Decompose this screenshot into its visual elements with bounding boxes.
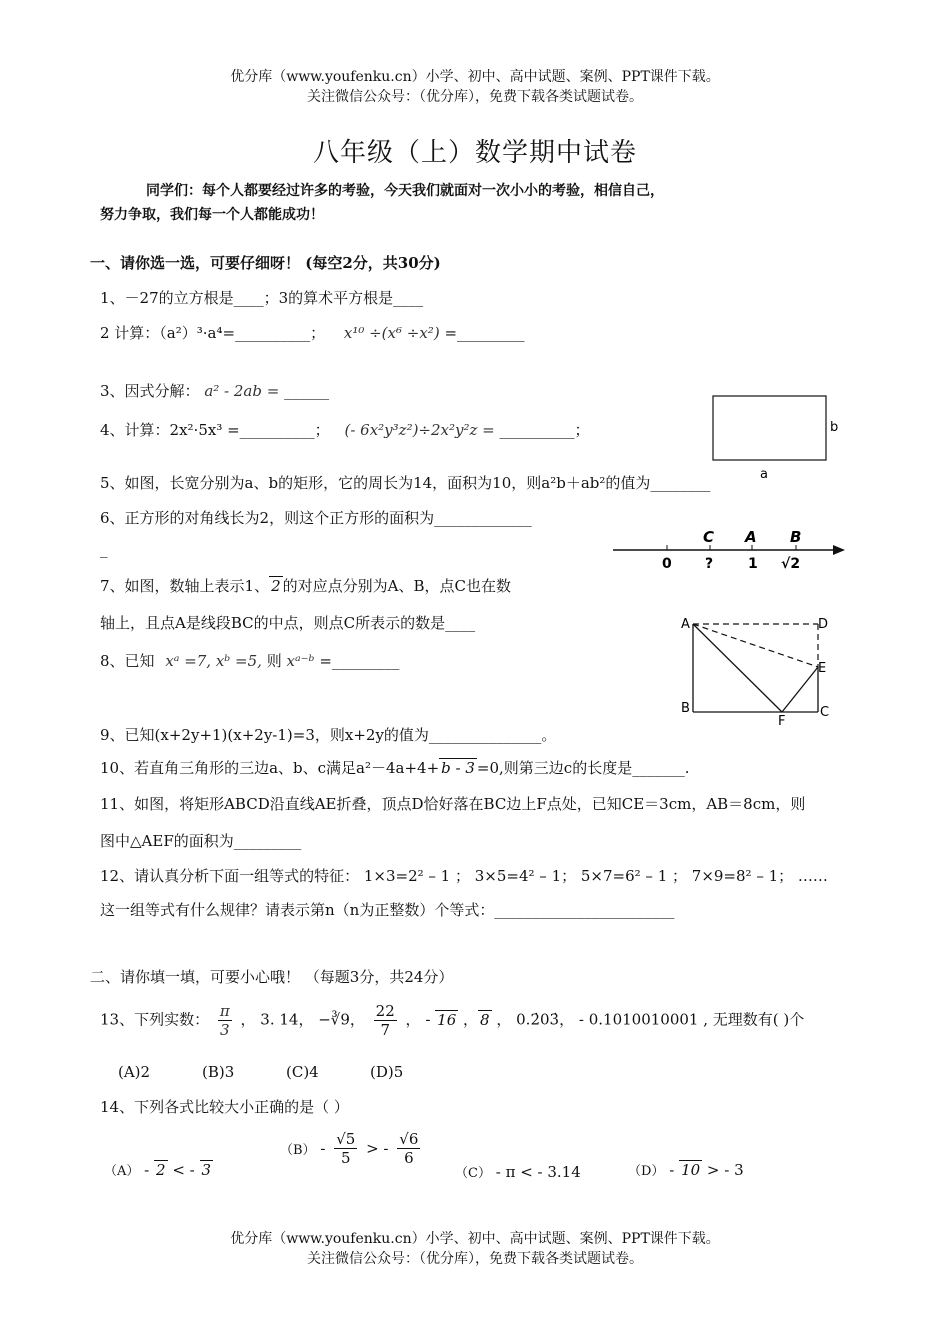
label-one: 1 — [748, 556, 758, 572]
intro-line-2: 努力争取，我们每一个人都能成功！ — [100, 207, 324, 223]
question-11-line-2: 图中△AEF的面积为_________ — [100, 832, 302, 850]
point-f: F — [778, 714, 786, 727]
fold-figure — [678, 612, 838, 727]
q14-option-d-mid: > - 3 — [702, 1161, 744, 1179]
q14-option-c — [455, 1162, 581, 1181]
question-12-line-2: 这一组等式有什么规律？请表示第n（n为正整数）个等式：________________________ — [100, 901, 675, 919]
sqrt-2: 2 — [271, 577, 281, 595]
numerator-sqrt5: √5 — [336, 1130, 356, 1148]
label-c: C — [703, 528, 715, 546]
number-line-figure — [605, 522, 855, 577]
question-3-prefix: 3、因式分解： — [100, 382, 200, 400]
pi-over-3 — [218, 1002, 232, 1039]
segment-fe — [782, 667, 818, 712]
question-8-suffix: =_________ — [319, 652, 400, 670]
question-7-line-1 — [100, 575, 511, 596]
q14-option-c-expr: - π < - 3.14 — [495, 1163, 581, 1181]
question-10-sqrt: b - 3 — [441, 759, 475, 777]
option-d: (D)5 — [370, 1063, 404, 1081]
label-a-point: A — [745, 528, 757, 546]
option-a: (A)2 — [118, 1063, 151, 1081]
point-a: A — [681, 617, 690, 632]
question-10 — [100, 757, 689, 778]
section-1-heading: 一、请你选一选，可要仔细呀！ (每空2分，共30分) — [90, 254, 441, 272]
repeating-decimal: ， 0.2̇03̇， — [496, 1010, 575, 1029]
fold-line-ae — [693, 624, 818, 667]
question-11-line-1: 11、如图，将矩形ABCD沿直线AE折叠，顶点D恰好落在BC边上F点处，已知CE＝3cm，AB＝8cm，则 — [100, 795, 806, 813]
denominator-6: 6 — [404, 1149, 414, 1167]
question-13-prefix: 13、下列实数： — [100, 1010, 210, 1029]
question-3-blank: ______ — [284, 382, 330, 400]
q14-option-b-neg: - — [320, 1139, 326, 1158]
q14-option-d-neg: - — [669, 1161, 680, 1179]
q14-option-a — [104, 1160, 213, 1179]
label-zero: 0 — [662, 556, 672, 572]
question-4 — [100, 419, 590, 440]
q14-option-c-label: （C） — [455, 1166, 491, 1181]
fraction-numerator: 22 — [375, 1002, 395, 1020]
q14-option-b-mid: > - — [366, 1139, 389, 1158]
label-question: ? — [705, 556, 714, 572]
question-7-text-a: 7、如图，数轴上表示1、 — [100, 577, 270, 595]
q14-option-b-label: （B） — [280, 1143, 316, 1158]
question-10-prefix: 10、若直角三角形的三边a、b、c满足a²－4a+4+ — [100, 759, 440, 777]
question-6-extra: _ — [100, 540, 108, 558]
q14-option-d-label: （D） — [628, 1164, 665, 1179]
sqrt-8: 8 — [480, 1010, 490, 1029]
question-13-sep: ， — [463, 1010, 479, 1029]
q14-option-a-mid: < - — [167, 1161, 200, 1179]
question-6: 6、正方形的对角线长为2，则这个正方形的面积为_____________ — [100, 509, 532, 527]
label-b-point: B — [790, 528, 802, 546]
pi-numerator: π — [219, 1002, 230, 1020]
pi-denominator: 3 — [220, 1021, 230, 1039]
q14-option-a-neg: - — [144, 1161, 155, 1179]
question-4-expr: (- 6x²y³z²)÷2x²y²z = — [344, 421, 495, 439]
question-9: 9、已知(x+2y+1)(x+2y-1)=3，则x+2y的值为_______________。 — [100, 726, 557, 744]
denominator-5: 5 — [340, 1149, 351, 1167]
label-sqrt2: √2 — [781, 556, 801, 572]
question-1: 1、－27的立方根是____；3的算术平方根是____ — [100, 289, 424, 307]
question-2-expr: x¹⁰ ÷(x⁶ ÷x²) — [343, 324, 440, 342]
question-10-suffix: =0,则第三边c的长度是_______. — [476, 759, 690, 777]
fraction-sqrt6-6 — [397, 1130, 420, 1167]
fraction-denominator: 7 — [380, 1021, 390, 1039]
sqrt-16: 16 — [437, 1010, 457, 1029]
question-5: 5、如图，长宽分别为a、b的矩形，它的周长为14，面积为10，则a²b＋ab²的值为________ — [100, 474, 711, 492]
question-14: 14、下列各式比较大小正确的是（ ） — [100, 1098, 349, 1116]
question-4-suffix: __________； — [499, 421, 590, 439]
sqrt-3-a: 3 — [201, 1161, 212, 1179]
q14-option-a-label: （A） — [104, 1164, 140, 1179]
rectangle-shape — [713, 396, 826, 460]
page-title: 八年级（上）数学期中试卷 — [312, 138, 637, 168]
point-c: C — [820, 705, 830, 720]
question-8 — [100, 650, 399, 671]
point-b: B — [681, 701, 690, 716]
question-2-prefix: 2 计算：（a²）³·a⁴=__________； — [100, 324, 326, 342]
fraction-sqrt5-5 — [334, 1130, 357, 1167]
question-2 — [100, 322, 525, 343]
option-c: (C)4 — [286, 1063, 319, 1081]
point-e: E — [818, 661, 827, 676]
section-2-heading: 二、请你填一填，可要小心哦！ （每题3分，共24分） — [90, 968, 454, 986]
header-line-1: 优分库（www.youfenku.cn）小学、初中、高中试题、案例、PPT课件下载。 — [230, 69, 720, 85]
numerator-sqrt6: √6 — [399, 1130, 419, 1148]
header-line-2: 关注微信公众号：（优分库），免费下载各类试题试卷。 — [307, 89, 643, 105]
number-line-arrow — [833, 545, 845, 555]
sqrt-10: 10 — [681, 1161, 701, 1179]
label-a: a — [760, 467, 768, 482]
point-d: D — [818, 617, 829, 632]
question-8-expr-2: xᵃ⁻ᵇ — [286, 652, 315, 670]
label-b: b — [830, 420, 839, 435]
question-8-then: 则 — [266, 652, 282, 670]
question-13-items: ， 3. 14， −∛9， — [240, 1010, 365, 1029]
footer-line-1: 优分库（www.youfenku.cn）小学、初中、高中试题、案例、PPT课件下载。 — [230, 1231, 720, 1247]
question-3 — [100, 380, 329, 401]
question-3-expr: a² - 2ab = — [204, 382, 280, 400]
question-13-neg: ， - — [405, 1010, 436, 1029]
question-8-expr: xᵃ =7, xᵇ =5, — [165, 652, 262, 670]
rectangle-figure — [700, 388, 850, 483]
sqrt-2-a: 2 — [156, 1161, 166, 1179]
intro-line-1: 同学们：每个人都要经过许多的考验，今天我们就面对一次小小的考验，相信自己， — [146, 183, 664, 199]
question-7-line-2: 轴上，且点A是线段BC的中点，则点C所表示的数是____ — [100, 614, 476, 632]
question-13 — [100, 1002, 804, 1039]
decimal-value: - 0.1010010001 , — [578, 1010, 708, 1029]
question-8-prefix: 8、已知 — [100, 652, 155, 670]
footer-line-2: 关注微信公众号：（优分库），免费下载各类试题试卷。 — [307, 1251, 643, 1267]
option-b: (B)3 — [202, 1063, 235, 1081]
question-13-suffix: 无理数有( )个 — [712, 1010, 805, 1029]
question-2-suffix: =_________ — [444, 324, 525, 342]
question-7-text-b: 的对应点分别为A、B，点C也在数 — [282, 577, 511, 595]
question-4-prefix: 4、计算：2x²·5x³ =__________； — [100, 421, 330, 439]
q14-option-b — [280, 1130, 424, 1167]
segment-af — [693, 624, 782, 712]
fraction-22-7 — [374, 1002, 397, 1039]
q14-option-d — [628, 1160, 744, 1179]
question-12-line-1: 12、请认真分析下面一组等式的特征： 1×3=2² – 1 ； 3×5=4² – 1； 5×7=6² – 1 ； 7×9=8² – 1； …… — [100, 867, 828, 885]
